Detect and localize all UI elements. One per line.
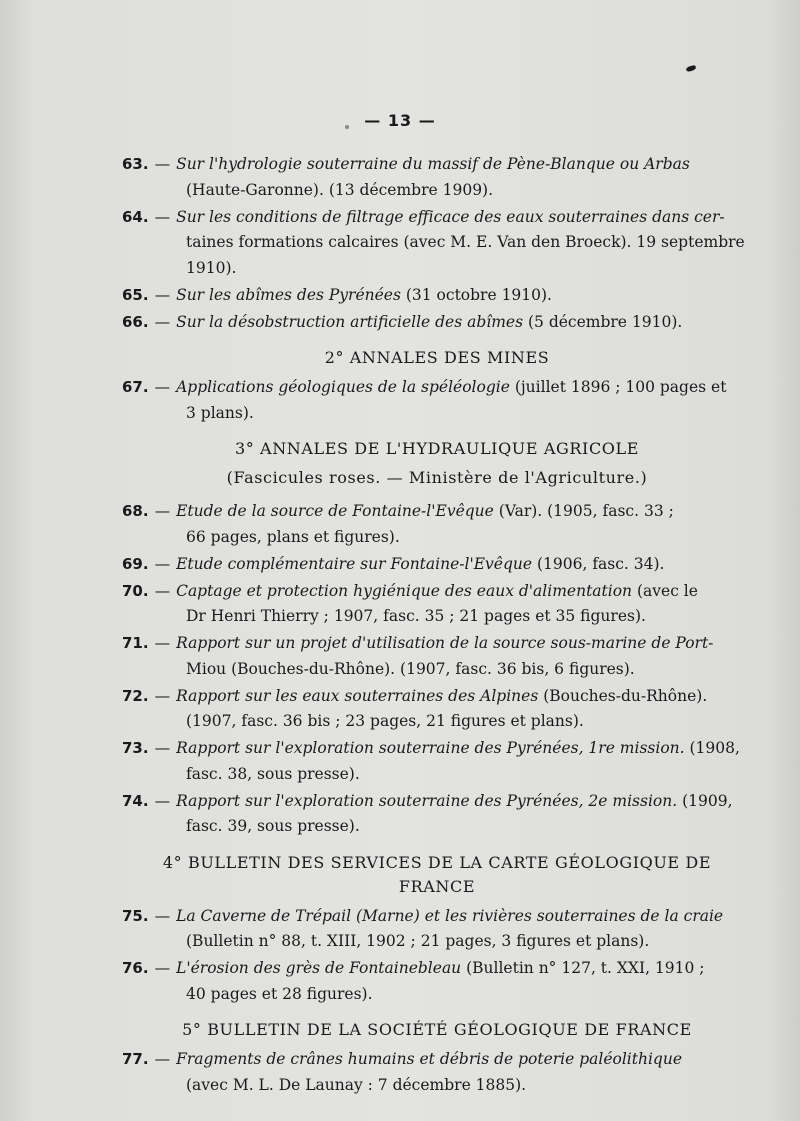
entry-number: 75. [122, 906, 149, 925]
entry-first-line [122, 1047, 752, 1073]
entry-continuation: 66 pages, plans et figures). [186, 527, 400, 546]
entry-number: 74. [122, 791, 149, 810]
entry-details: (31 octobre 1910). [400, 285, 552, 304]
bibliography-entry [122, 956, 752, 1007]
bibliography-entry [122, 736, 752, 787]
entry-title: Sur l'hydrologie souterraine du massif de Pène-Blanque ou Arbas [176, 155, 690, 173]
bibliography-entry [122, 310, 752, 336]
entry-number: 72. [122, 686, 149, 705]
entry-details: (1909, [677, 791, 733, 810]
entry-dash: — [154, 686, 171, 705]
entry-first-line [122, 375, 752, 401]
entries-group-top [122, 152, 752, 335]
bibliography-entry [122, 631, 752, 682]
bibliography-entry [122, 552, 752, 578]
entry-continuation: taines formations calcaires (avec M. E. Van den Broeck). 19 septembre 1910). [186, 233, 745, 277]
entry-title: Etude de la source de Fontaine-l'Evêque [176, 502, 494, 520]
entry-first-line [122, 579, 752, 605]
entry-details: (1906, fasc. 34). [532, 554, 665, 573]
entry-dash: — [154, 378, 171, 396]
entry-title: La Caverne de Trépail (Marne) et les rivières souterraines de la craie [176, 906, 724, 925]
entry-first-line [122, 205, 752, 231]
entry-first-line [122, 684, 752, 710]
entry-first-line [122, 552, 752, 578]
entry-number: 66. [122, 312, 149, 331]
entry-details: (Var). (1905, fasc. 33 ; [493, 502, 674, 520]
bibliography-entry [122, 375, 752, 426]
entry-title: Rapport sur l'exploration souterraine des Pyrénées, 2e mission. [176, 791, 678, 810]
entry-first-line [122, 283, 752, 309]
entry-number: 64. [122, 207, 149, 226]
entry-continuation: (Haute-Garonne). (13 décembre 1909). [186, 180, 494, 199]
entry-title: Rapport sur l'exploration souterraine des Pyrénées, 1re mission. [176, 739, 685, 757]
entry-first-line [122, 736, 752, 762]
entry-dash: — [154, 155, 171, 173]
entry-details: (1908, [684, 739, 740, 757]
entry-title: Rapport sur un projet d'utilisation de la source sous-marine de Port- [176, 634, 714, 652]
section-heading-annales-des-mines: 2° ANNALES DES MINES [324, 348, 550, 367]
entry-dash: — [154, 554, 171, 573]
bibliography-entry [122, 283, 752, 309]
entry-number: 76. [122, 959, 149, 977]
bibliography-entry [122, 684, 752, 735]
entry-title: Rapport sur les eaux souterraines des Alpines [176, 686, 539, 705]
entry-details: (juillet 1896 ; 100 pages et [509, 378, 727, 396]
entry-number: 73. [122, 739, 149, 757]
entry-continuation: 3 plans). [186, 403, 254, 422]
section-heading-hydraulique-agricole: 3° ANNALES DE L'HYDRAULIQUE AGRICOLE [234, 439, 640, 458]
entry-details: (Bouches-du-Rhône). [538, 686, 708, 705]
page-number: — 13 — [364, 111, 436, 130]
entry-dash: — [154, 312, 171, 331]
bibliography-entry [122, 904, 752, 955]
entry-continuation: (Bulletin n° 88, t. XIII, 1902 ; 21 pages, 3 figures et plans). [186, 932, 650, 950]
entry-number: 70. [122, 581, 149, 600]
entry-dash: — [154, 634, 171, 652]
entry-title: Applications géologiques de la spéléologie [176, 378, 510, 396]
entry-first-line [122, 152, 752, 178]
entries-group-carte-geologique [122, 904, 752, 1008]
entry-details: (5 décembre 1910). [523, 312, 683, 331]
entry-title: Captage et protection hygiénique des eaux d'alimentation [176, 581, 633, 600]
entry-continuation: fasc. 39, sous presse). [186, 817, 360, 835]
entry-dash: — [154, 906, 171, 925]
entry-continuation: (avec M. L. De Launay : 7 décembre 1885). [186, 1075, 527, 1094]
entry-continuation: (1907, fasc. 36 bis ; 23 pages, 21 figures et plans). [186, 712, 584, 730]
entry-number: 69. [122, 554, 149, 573]
bibliography-entry [122, 789, 752, 840]
entry-dash: — [154, 581, 171, 600]
bibliography-list [122, 152, 752, 1100]
entry-title: Fragments de crânes humains et débris de poterie paléolithique [176, 1050, 683, 1068]
entry-dash: — [154, 1050, 171, 1068]
entry-dash: — [154, 739, 171, 757]
entry-first-line [122, 631, 752, 657]
entry-continuation: Dr Henri Thierry ; 1907, fasc. 35 ; 21 pages et 35 figures). [186, 607, 646, 625]
entry-title: Sur les conditions de filtrage efficace des eaux souterraines dans cer- [176, 207, 725, 226]
entry-title: L'érosion des grès de Fontainebleau [176, 959, 462, 977]
entry-number: 71. [122, 634, 149, 652]
entry-title: Etude complémentaire sur Fontaine-l'Evêque [176, 554, 533, 573]
ink-spot [686, 65, 697, 72]
entry-number: 63. [122, 155, 149, 173]
entries-group-hydraulique-agricole [122, 499, 752, 840]
bibliography-entry [122, 1047, 752, 1098]
entry-first-line [122, 499, 752, 525]
entry-number: 68. [122, 502, 149, 520]
entries-group-annales-des-mines [122, 375, 752, 426]
entry-title: Sur les abîmes des Pyrénées [176, 285, 401, 304]
entry-dash: — [154, 959, 171, 977]
entry-title: Sur la désobstruction artificielle des abîmes [176, 312, 524, 331]
entry-details: (avec le [632, 581, 698, 600]
bibliography-entry [122, 499, 752, 550]
bibliography-entry [122, 579, 752, 630]
entry-first-line [122, 310, 752, 336]
section-heading-societe-geologique: 5° BULLETIN DE LA SOCIÉTÉ GÉOLOGIQUE DE FRANCE [182, 1020, 692, 1039]
entry-number: 77. [122, 1050, 149, 1068]
bibliography-entry [122, 152, 752, 203]
entries-group-societe-geologique [122, 1047, 752, 1098]
section-heading-carte-geologique: 4° BULLETIN DES SERVICES DE LA CARTE GÉOLOGIQUE DE FRANCE [162, 852, 712, 896]
entry-first-line [122, 904, 752, 930]
entry-first-line [122, 956, 752, 982]
entry-number: 65. [122, 285, 149, 304]
entry-first-line [122, 789, 752, 815]
entry-dash: — [154, 285, 171, 304]
entry-dash: — [154, 791, 171, 810]
entry-dash: — [154, 207, 171, 226]
entry-continuation: fasc. 38, sous presse). [186, 764, 360, 783]
entry-continuation: 40 pages et 28 figures). [186, 984, 373, 1003]
entry-details: (Bulletin n° 127, t. XXI, 1910 ; [461, 959, 705, 977]
entry-number: 67. [122, 378, 149, 396]
bibliography-entry [122, 205, 752, 282]
section-subheading-fascicules: (Fascicules roses. — Ministère de l'Agriculture.) [226, 468, 648, 487]
entry-continuation: Miou (Bouches-du-Rhône). (1907, fasc. 36 bis, 6 figures). [186, 659, 635, 678]
entry-dash: — [154, 502, 171, 520]
